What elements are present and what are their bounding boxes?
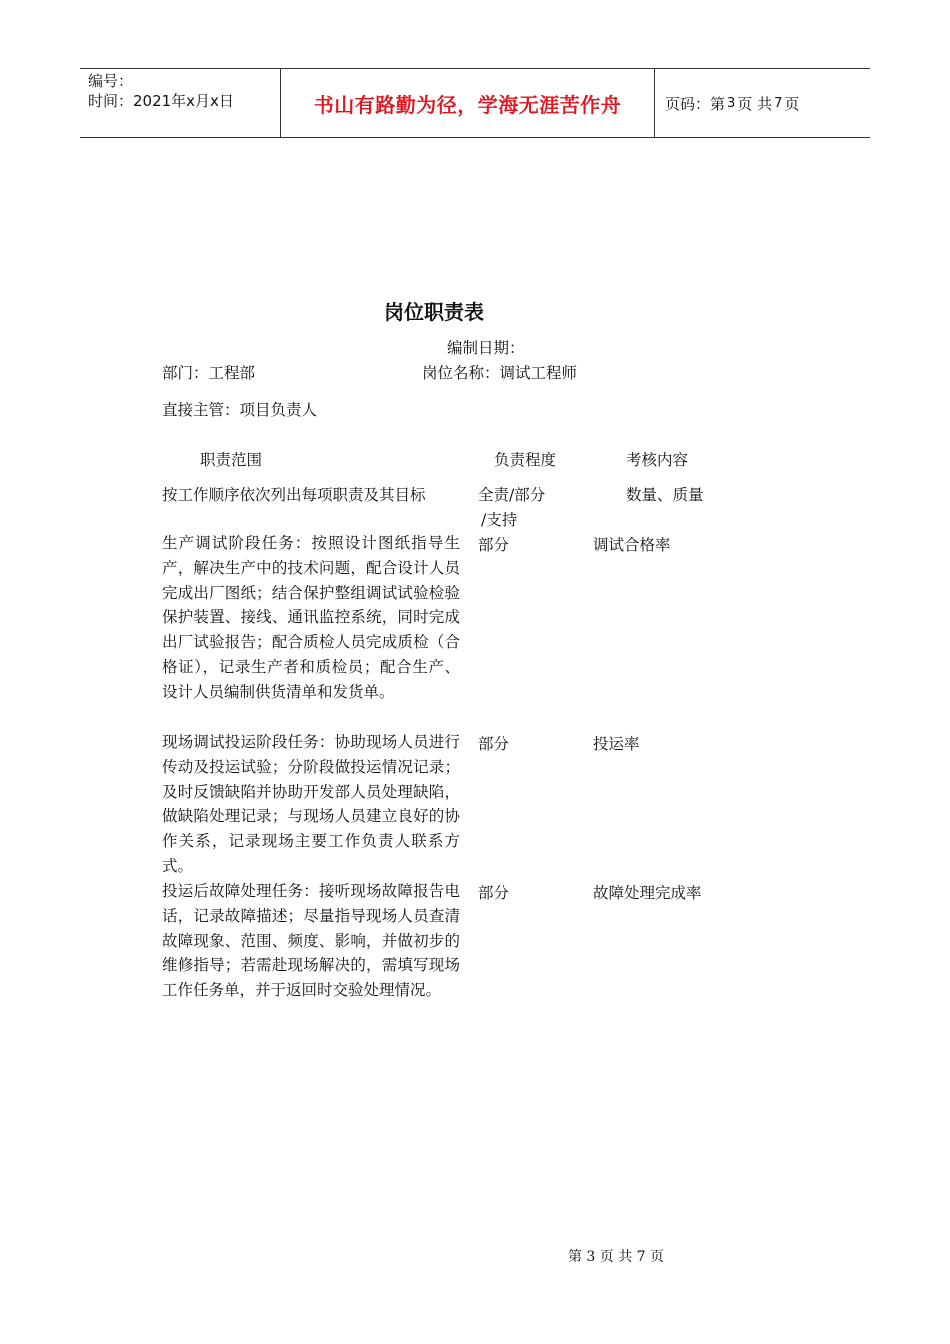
page-suffix: 页 — [784, 94, 800, 113]
page-prefix: 页码：第 — [665, 94, 726, 113]
intro-responsibility-line1: 全责/部分 — [478, 486, 546, 504]
header-motto: 书山有路勤为径，学海无涯苦作舟 — [281, 69, 655, 137]
duty-row-responsibility: 部分 — [478, 735, 510, 753]
header-meta — [80, 69, 281, 137]
page-header — [80, 68, 870, 138]
date-text: 时间：2021年x月x日 — [88, 92, 234, 110]
duty-row-assessment: 投运率 — [593, 735, 640, 753]
duty-row-assessment: 调试合格率 — [593, 536, 671, 554]
position-field: 岗位名称：调试工程师 — [422, 364, 578, 382]
duty-row-assessment: 故障处理完成率 — [593, 884, 702, 902]
column-header-responsibility: 负责程度 — [494, 451, 557, 469]
document-title: 岗位职责表 — [384, 300, 484, 324]
header-page-indicator — [655, 69, 870, 137]
duty-row-scope: 生产调试阶段任务：按照设计图纸指导生产，解决生产中的技术问题，配合设计人员完成出厂图纸；结合保护整组调试试验检验保护装置、接线、通讯监控系统，同时完成出厂试验报告；配合质检人员完成质检（合格证），记录生产者和质检员；配合生产、设计人员编制供货清单和发货单。 — [162, 534, 460, 701]
column-header-scope: 职责范围 — [200, 451, 263, 469]
compile-date-label: 编制日期： — [447, 339, 525, 357]
page-current: 3 — [727, 95, 736, 111]
page-mid: 页 共 — [737, 94, 773, 113]
duty-row-scope: 现场调试投运阶段任务：协助现场人员进行传动及投运试验；分阶段做投运情况记录；及时反馈缺陷并协助开发部人员处理缺陷，做缺陷处理记录；与现场人员建立良好的协作关系，记录现场主要工作负责人联系方式。 — [162, 733, 460, 875]
intro-scope: 按工作顺序依次列出每项职责及其目标 — [162, 486, 426, 504]
column-header-assessment: 考核内容 — [626, 451, 689, 469]
department-field: 部门：工程部 — [162, 364, 256, 382]
page-total: 7 — [774, 95, 783, 111]
intro-assessment: 数量、质量 — [626, 486, 704, 504]
supervisor-field: 直接主管：项目负责人 — [162, 401, 318, 419]
duty-row-responsibility: 部分 — [478, 536, 510, 554]
duty-row-scope: 投运后故障处理任务：接听现场故障报告电话，记录故障描述；尽量指导现场人员查清故障现象、范围、频度、影响，并做初步的维修指导；若需赴现场解决的，需填写现场工作任务单，并于返回时交验处理情况。 — [162, 882, 460, 1000]
duty-row-responsibility: 部分 — [478, 884, 510, 902]
intro-responsibility-line2: /支持 — [481, 511, 518, 529]
number-label: 编号： — [88, 72, 134, 90]
page-footer: 第 3 页 共 7 页 — [567, 1249, 665, 1265]
